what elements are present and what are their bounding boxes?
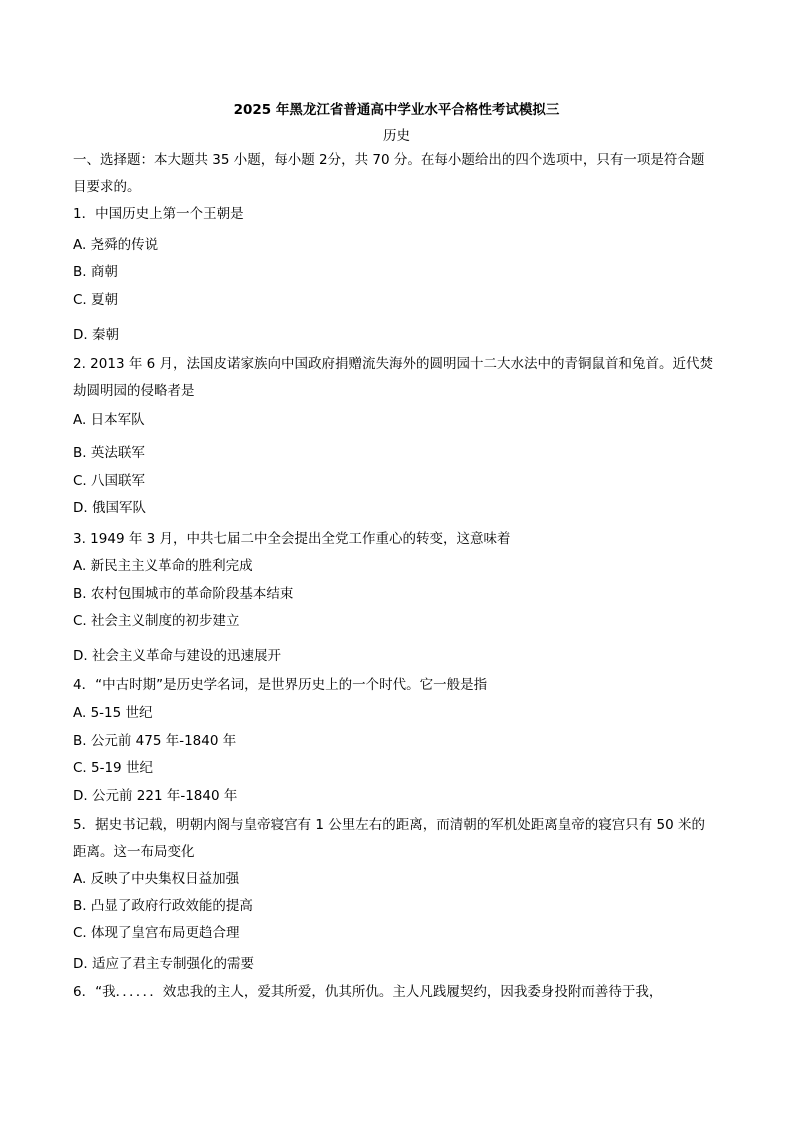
question-4-stem: 4．“中古时期”是历史学名词，是世界历史上的一个时代。它一般是指 [73,677,488,693]
question-1-option-a: A. 尧舜的传说 [73,237,159,253]
question-3-option-d: D. 社会主义革命与建设的迅速展开 [73,648,281,664]
question-5-option-b: B. 凸显了政府行政效能的提高 [73,898,253,914]
question-5-option-d: D. 适应了君主专制强化的需要 [73,956,254,972]
question-5-option-c: C. 体现了皇宫布局更趋合理 [73,925,240,941]
question-1-option-c: C. 夏朝 [73,292,119,308]
question-4-option-a: A. 5-15 世纪 [73,705,153,721]
question-2-option-c: C. 八国联军 [73,473,146,489]
question-1-stem: 1．中国历史上第一个王朝是 [73,206,244,222]
document-title: 2025 年黑龙江省普通高中学业水平合格性考试模拟三 [233,102,560,118]
question-2-option-b: B. 英法联军 [73,445,145,461]
question-1-option-d: D. 秦朝 [73,327,119,343]
question-4-option-b: B. 公元前 475 年-1840 年 [73,733,237,749]
question-5-stem: 5．据史书记载，明朝内阁与皇帝寝宫有 1 公里左右的距离，而清朝的军机处距离皇帝的寝宫只有 50 米的 [73,817,706,833]
question-6-stem: 6．“我．．．．．．效忠我的主人，爱其所爱，仇其所仇。主人凡践履契约，因我委身投附而善待于我， [73,984,663,1000]
question-2-option-a: A. 日本军队 [73,412,145,428]
section-intro-cont: 目要求的。 [73,179,141,195]
question-5-stem-cont: 距离。这一布局变化 [73,844,195,860]
question-5-option-a: A. 反映了中央集权日益加强 [73,871,240,887]
question-2-stem-cont: 劫圆明园的侵略者是 [73,383,195,399]
question-3-stem: 3. 1949 年 3 月，中共七届二中全会提出全党工作重心的转变，这意味着 [73,531,511,547]
question-1-option-b: B. 商朝 [73,264,118,280]
question-2-stem: 2. 2013 年 6 月，法国皮诺家族向中国政府捐赠流失海外的圆明园十二大水法中的青铜鼠首和兔首。近代焚 [73,356,713,372]
question-3-option-c: C. 社会主义制度的初步建立 [73,613,240,629]
question-3-option-a: A. 新民主主义革命的胜利完成 [73,558,253,574]
question-4-option-d: D. 公元前 221 年-1840 年 [73,788,238,804]
question-2-option-d: D. 俄国军队 [73,500,146,516]
document-subject: 历史 [383,128,410,144]
section-intro: 一、选择题：本大题共 35 小题，每小题 2分，共 70 分。在每小题给出的四个选项中，只有一项是符合题 [73,152,705,168]
question-3-option-b: B. 农村包围城市的革命阶段基本结束 [73,586,294,602]
question-4-option-c: C. 5-19 世纪 [73,760,153,776]
